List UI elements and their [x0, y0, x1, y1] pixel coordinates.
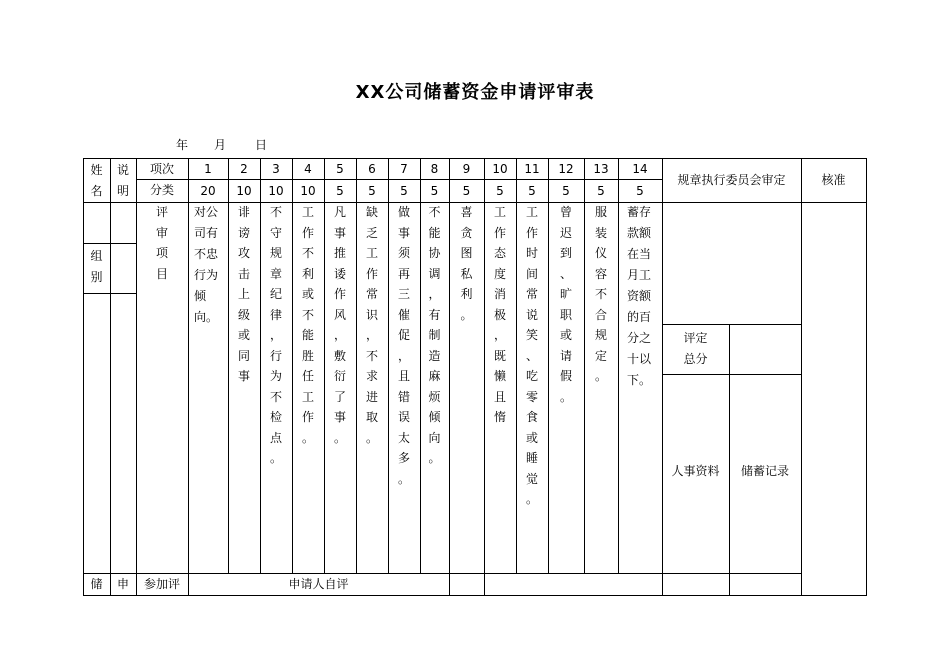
hr-data-label: 人事资料	[671, 464, 720, 478]
bottom-join-eval-label: 参加评	[143, 577, 180, 591]
item-score: 5	[430, 184, 439, 198]
item-description: 工 作 态 度 消 极 ， 既 懒 且 惰	[493, 205, 506, 424]
score-bottom-line	[662, 374, 801, 375]
savings-record-label: 储蓄记录	[740, 464, 789, 478]
item-number: 9	[462, 162, 471, 176]
header-explain-char: 说	[116, 163, 129, 177]
item-number: 7	[400, 162, 408, 176]
col-line	[662, 158, 663, 596]
page-title: XX公司储蓄资金申请评审表	[355, 82, 595, 103]
item-description: 不 能 协 调 ， 有 制 造 麻 烦 倾 向 。	[428, 205, 441, 465]
header-name-char: 姓	[90, 163, 103, 177]
item-description: 蓄存款额在当月工资额的百分之十以下。	[627, 205, 652, 387]
eval-item-char: 目	[155, 266, 168, 281]
table-border-top	[83, 158, 866, 159]
item-score: 5	[528, 184, 536, 198]
item-description: 工 作 时 间 常 说 笑 、 吃 零 食 或 睡 觉 。	[525, 205, 538, 506]
date-year-label: 年	[176, 138, 189, 152]
item-number: 5	[336, 162, 344, 176]
item-number: 10	[492, 162, 508, 176]
item-description: 缺 乏 工 作 常 识 ， 不 求 进 取 。	[365, 205, 378, 445]
item-description: 服 装 仪 容 不 合 规 定 。	[594, 205, 607, 383]
table-border-bottom	[83, 595, 866, 596]
item-number: 8	[430, 162, 439, 176]
item-description: 工 作 不 利 或 不 能 胜 任 工 作 。	[301, 205, 314, 445]
bottom-save-label: 储	[90, 577, 103, 591]
eval-item-char: 项	[155, 246, 168, 260]
item-description: 不 守 规 章 纪 律 ， 行 为 不 检 点 。	[269, 205, 282, 465]
header-name	[83, 160, 110, 201]
item-score: 20	[200, 184, 216, 198]
item-score: 5	[636, 184, 644, 198]
item-score: 10	[300, 184, 316, 198]
eval-item-char: 审	[155, 225, 168, 240]
eval-item-char: 评	[155, 205, 168, 219]
item-score: 5	[462, 184, 471, 198]
group-char: 别	[90, 269, 103, 284]
item-description: 曾 迟 到 、 旷 职 或 请 假 。	[559, 205, 572, 404]
item-number: 1	[204, 162, 212, 176]
item-number: 6	[368, 162, 376, 176]
table-border-left	[83, 158, 84, 596]
header-explain	[110, 160, 136, 201]
item-description: 诽 谤 攻 击 上 级 或 同 事	[237, 205, 250, 383]
eval-item-label	[136, 202, 188, 284]
item-number: 2	[240, 162, 248, 176]
score-top-line	[662, 324, 801, 325]
header-committee: 规章执行委员会审定	[677, 173, 786, 187]
total-score-label	[662, 328, 729, 369]
col-line	[110, 158, 111, 596]
bottom-apply-label: 申	[116, 577, 129, 591]
col-line	[801, 158, 802, 596]
col-line	[188, 158, 189, 596]
item-score: 5	[368, 184, 376, 198]
record-divider	[729, 324, 730, 596]
item-score: 5	[496, 184, 504, 198]
header-item-label: 项次	[149, 162, 174, 176]
group-char: 组	[90, 249, 103, 263]
item-number: 11	[524, 162, 540, 176]
item-description: 对公司有不忠行为倾向。	[194, 205, 219, 324]
item-score: 5	[597, 184, 605, 198]
header-explain-char: 明	[116, 183, 129, 198]
item-score: 5	[562, 184, 570, 198]
item-description: 凡 事 推 诿 作 风 ， 敷 衍 了 事 。	[333, 205, 346, 445]
item-score: 10	[268, 184, 284, 198]
table-border-right	[866, 158, 867, 596]
group-label	[83, 246, 110, 287]
header-name-char: 名	[90, 183, 103, 198]
header-score-label: 分类	[149, 183, 174, 197]
item-description: 做 事 须 再 三 催 促 ， 且 错 误 太 多 。	[397, 205, 410, 486]
item-number: 12	[558, 162, 574, 176]
date-month-label: 月	[214, 138, 227, 152]
item-description: 喜 贪 图 私 利 。	[460, 205, 473, 322]
item-score: 5	[336, 184, 344, 198]
total-score-line: 评定	[683, 331, 708, 345]
item-score: 5	[400, 184, 408, 198]
col-line	[618, 158, 619, 574]
total-score-line: 总分	[683, 351, 708, 366]
item-number: 4	[304, 162, 312, 176]
header-approve: 核准	[821, 173, 846, 187]
item-number: 3	[272, 162, 280, 176]
item-score: 10	[236, 184, 252, 198]
item-number: 13	[593, 162, 609, 176]
bottom-row-line	[83, 573, 801, 574]
bottom-self-eval-label: 申请人自评	[288, 577, 349, 591]
item-number: 14	[632, 162, 648, 176]
date-day-label: 日	[255, 138, 268, 152]
